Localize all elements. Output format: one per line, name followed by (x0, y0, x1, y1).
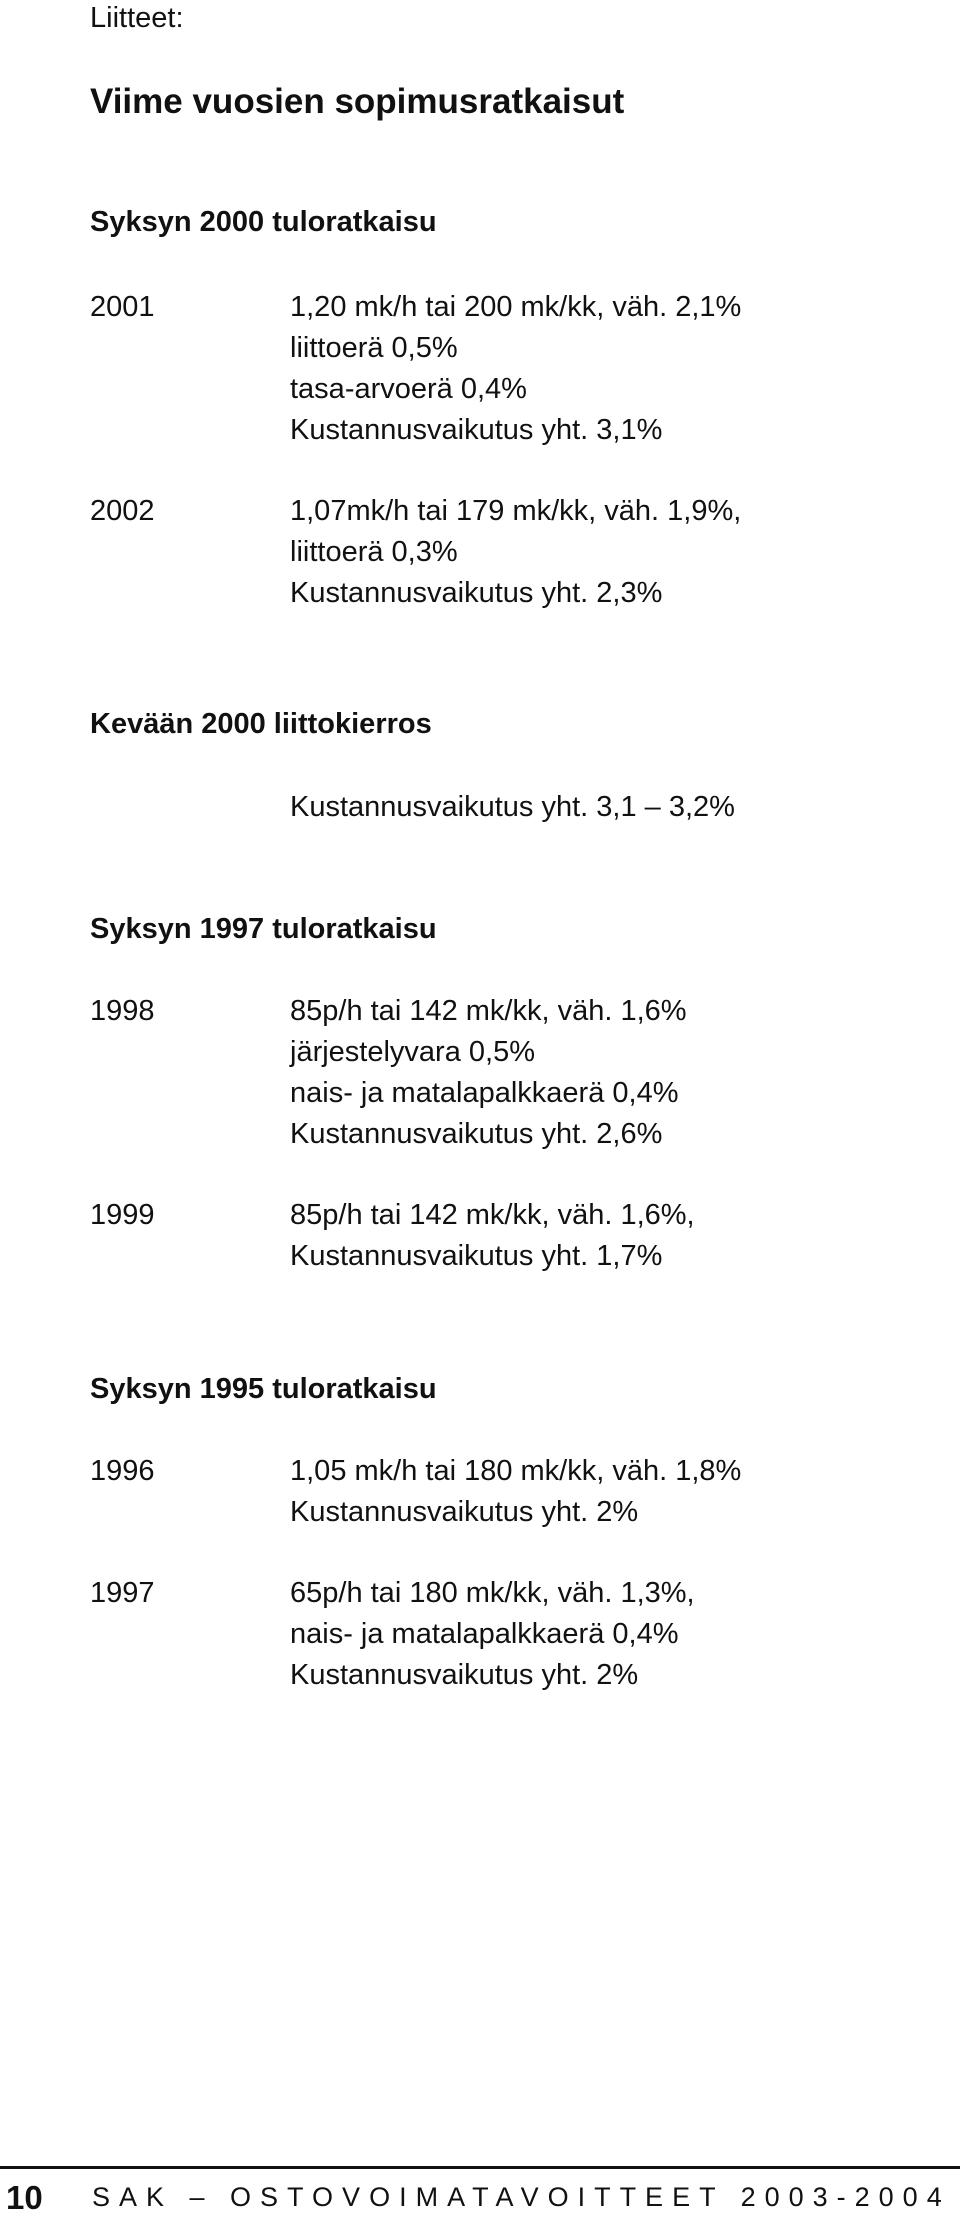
agreement-row (90, 1573, 695, 1696)
agreement-year: 2002 (90, 495, 155, 527)
agreement-line: 1,07mk/h tai 179 mk/kk, väh. 1,9%, (290, 495, 742, 527)
section-heading: Syksyn 2000 tuloratkaisu (90, 206, 437, 238)
footer-divider (0, 2166, 960, 2169)
agreement-year: 2001 (90, 291, 155, 323)
agreement-year: 1996 (90, 1455, 155, 1487)
attachments-label: Liitteet: (90, 2, 184, 34)
agreement-line: 1,05 mk/h tai 180 mk/kk, väh. 1,8% (290, 1455, 742, 1487)
section-heading: Kevään 2000 liittokierros (90, 708, 432, 740)
agreement-line: liittoerä 0,3% (290, 536, 458, 568)
agreement-line: 1,20 mk/h tai 200 mk/kk, väh. 2,1% (290, 291, 742, 323)
agreement-line: Kustannusvaikutus yht. 2,3% (290, 577, 663, 609)
agreement-line: 65p/h tai 180 mk/kk, väh. 1,3%, (290, 1577, 695, 1609)
agreement-line: nais- ja matalapalkkaerä 0,4% (290, 1618, 679, 1650)
agreement-line: Kustannusvaikutus yht. 3,1% (290, 414, 663, 446)
agreement-line: liittoerä 0,5% (290, 332, 458, 364)
agreement-row (90, 287, 741, 451)
agreement-line: 85p/h tai 142 mk/kk, väh. 1,6% (290, 995, 687, 1027)
agreement-year: 1997 (90, 1577, 155, 1609)
agreement-row (90, 1195, 695, 1277)
agreement-row (90, 491, 741, 614)
agreement-row (90, 787, 735, 828)
agreement-line: Kustannusvaikutus yht. 2% (290, 1659, 639, 1691)
agreement-year: 1999 (90, 1199, 155, 1231)
agreement-line: Kustannusvaikutus yht. 1,7% (290, 1240, 663, 1272)
agreement-line: järjestelyvara 0,5% (290, 1036, 535, 1068)
page-number: 10 (6, 2179, 43, 2216)
agreement-year (90, 787, 290, 828)
agreement-line: Kustannusvaikutus yht. 2,6% (290, 1118, 663, 1150)
footer-publication-title: SAK – OSTOVOIMATAVOITTEET 2003-2004 (92, 2182, 951, 2212)
page-title: Viime vuosien sopimusratkaisut (90, 82, 625, 121)
section-heading: Syksyn 1997 tuloratkaisu (90, 913, 437, 945)
agreement-line: Kustannusvaikutus yht. 3,1 – 3,2% (290, 791, 735, 823)
agreement-year: 1998 (90, 995, 155, 1027)
agreement-line: nais- ja matalapalkkaerä 0,4% (290, 1077, 679, 1109)
section-heading: Syksyn 1995 tuloratkaisu (90, 1373, 437, 1405)
agreement-row (90, 1451, 741, 1533)
agreement-line: tasa-arvoerä 0,4% (290, 373, 527, 405)
agreement-row (90, 991, 687, 1155)
agreement-line: 85p/h tai 142 mk/kk, väh. 1,6%, (290, 1199, 695, 1231)
agreement-line: Kustannusvaikutus yht. 2% (290, 1496, 639, 1528)
